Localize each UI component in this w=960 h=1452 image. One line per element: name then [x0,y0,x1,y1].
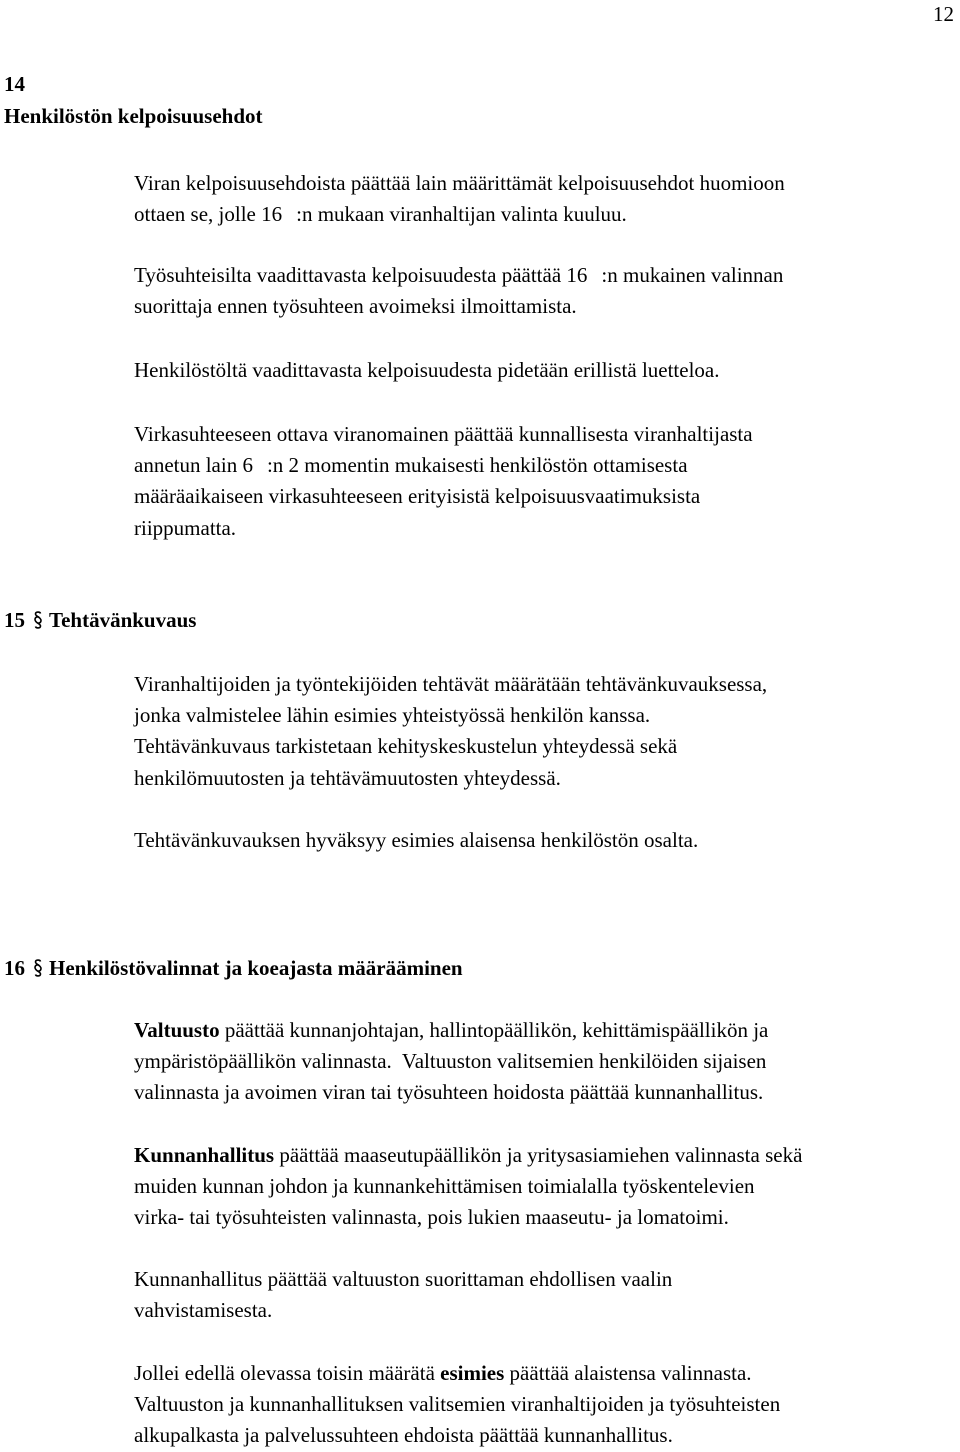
section-14-heading [4,68,263,132]
kunnanhallitus-bold: Kunnanhallitus [134,1143,275,1167]
section-14-number: 14 [4,72,25,96]
section-15-paragraph-1: Viranhaltijoiden ja työntekijöiden tehtävät määrätään tehtävänkuvauksessa, jonka valmistelee lähin esimies yhteistyössä henkilön kanssa. Tehtävänkuvaus tarkistetaan kehityskeskustelun yhteydessä sekä henkilömuutosten ja tehtävämuutosten yhteydessä. [134,672,768,790]
section-sign-icon [31,952,45,984]
section-14-paragraph-4: Virkasuhteeseen ottava viranomainen päättää kunnallisesta viranhaltijasta annetun lain 6 :n 2 momentin mukaisesti henkilöstön ottamisesta määräaikaiseen virkasuhteeseen erityisistä kelpoisuusvaatimuksista riippumatta. [134,422,753,540]
section-15-heading [4,604,196,636]
section-16-paragraph-3: Kunnanhallitus päättää valtuuston suorittaman ehdollisen vaalin vahvistamisesta. [134,1267,673,1323]
section-14-title: Henkilöstön kelpoisuusehdot [4,104,263,128]
section-16-paragraph-1: Valtuusto päättää kunnanjohtajan, hallintopäällikön, kehittämispäällikön ja ympäristöpäällikön valinnasta. Valtuuston valitsemien henkilöiden sijaisen valinnasta ja avoimen viran tai työsuhteen hoidosta päättää kunnanhallitus. [134,1018,769,1105]
section-16-paragraph-2: Kunnanhallitus päättää maaseutupäällikön ja yritysasiamiehen valinnasta sekä muiden kunnan johdon ja kunnankehittämisen toimialalla työskentelevien virka- tai työsuhteisten valinnasta, pois lukien maaseutu- ja lomatoimi. [134,1143,803,1230]
section-16-number: 16 [4,956,25,980]
section-16-heading [4,952,463,984]
section-14-paragraph-2: Työsuhteisilta vaadittavasta kelpoisuudesta päättää 16 :n mukainen valinnan suorittaja ennen työsuhteen avoimeksi ilmoittamista. [134,263,784,319]
page-number: 12 [933,2,954,26]
section-16-title: Henkilöstövalinnat ja koeajasta määrääminen [49,956,463,980]
section-14-paragraph-3: Henkilöstöltä vaadittavasta kelpoisuudesta pidetään erillistä luetteloa. [134,358,720,382]
section-15-title: Tehtävänkuvaus [49,608,197,632]
section-15-number: 15 [4,608,25,632]
section-sign-icon [31,604,45,636]
section-14-paragraph-1: Viran kelpoisuusehdoista päättää lain määrittämät kelpoisuusehdot huomioon ottaen se, jolle 16 :n mukaan viranhaltijan valinta kuuluu. [134,171,785,227]
section-15-paragraph-2: Tehtävänkuvauksen hyväksyy esimies alaisensa henkilöstön osalta. [134,828,699,852]
esimies-bold: esimies [440,1361,505,1385]
valtuusto-bold: Valtuusto [134,1018,220,1042]
section-16-paragraph-4: Jollei edellä olevassa toisin määrätä esimies päättää alaistensa valinnasta. Valtuuston ja kunnanhallituksen valitsemien viranhaltijoiden ja työsuhteisten alkupalkasta ja palvelussuhteen ehdoista päättää kunnanhallitus. [134,1361,781,1448]
